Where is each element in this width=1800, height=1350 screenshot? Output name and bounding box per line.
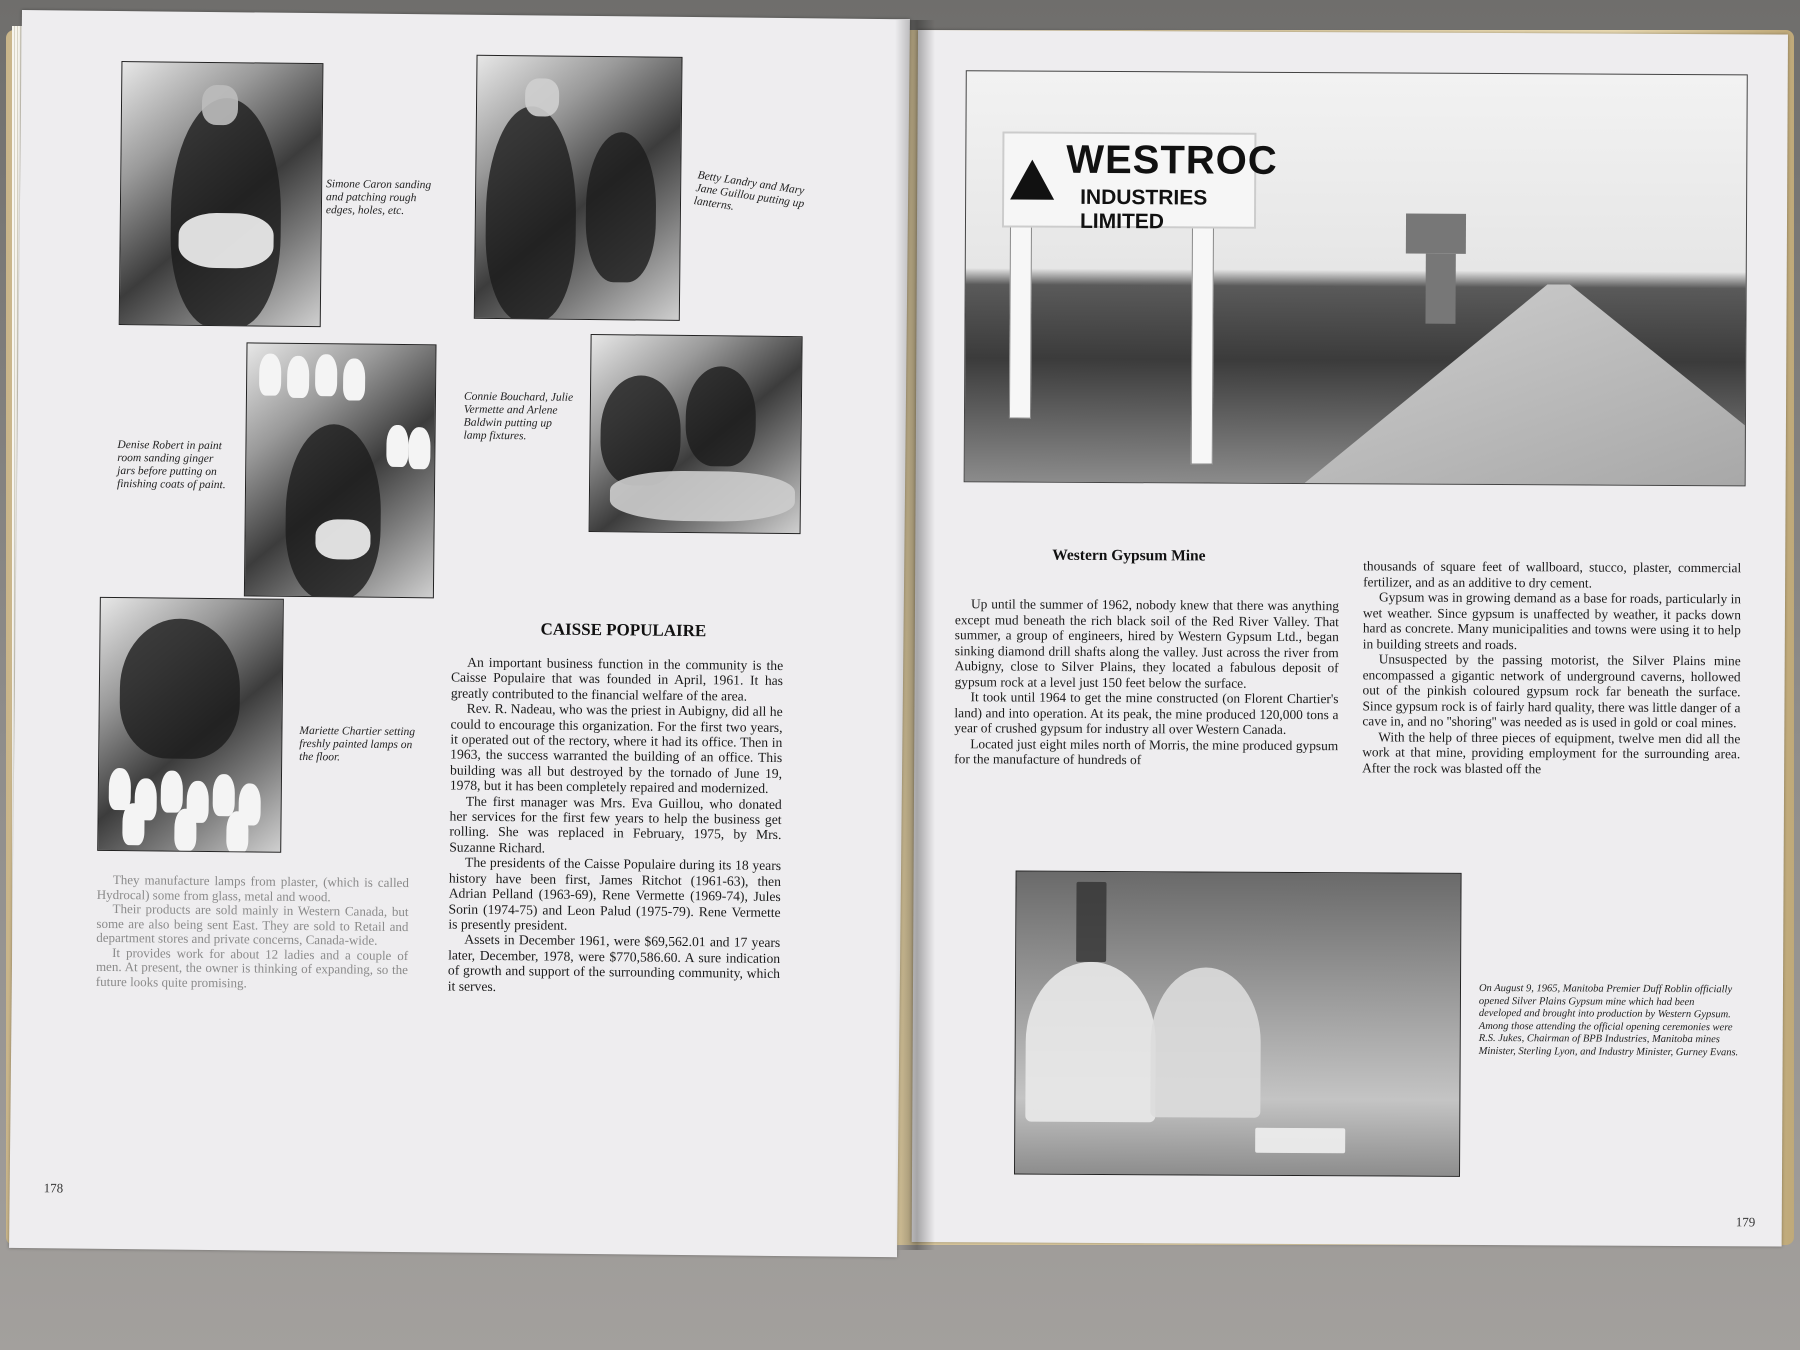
- caption-connie: Connie Bouchard, Julie Vermette and Arlene Baldwin putting up lamp fixtures.: [463, 390, 574, 443]
- lamps-paragraph: They manufacture lamps from plaster, (which is called Hydrocal) some from glass, metal and wood.: [96, 871, 409, 904]
- gypsum-paragraph: Unsuspected by the passing motorist, the Silver Plains mine encompassed a gigantic network of underground caverns, hollowed out of the pinkish coloured gypsum rock far beneath the surface. Since gypsum rock is of fairly hard quality, there was little danger of a cave in, and no ''shoring'' was needed as is used in gold or coal mines.: [1362, 651, 1741, 731]
- caption-betty: Betty Landry and Mary Jane Guillou putting up lanterns.: [692, 169, 806, 213]
- caption-simone: Simone Caron sanding and patching rough edges, holes, etc.: [325, 178, 432, 218]
- caisse-paragraph: Rev. R. Nadeau, who was the priest in Aubigny, did all he could to encourage this organization. For the first two years, it operated out of the rectory, where it had its office. Then in 1963, the success warranted the building of an office. This building was all but destroyed by the tornado of June 19, 1978, but it has been completely repaired and modernized.: [449, 700, 783, 797]
- caption-mariette: Mariette Chartier setting freshly painted lamps on the floor.: [299, 724, 416, 764]
- caisse-paragraph: The presidents of the Caisse Populaire during its 18 years history have been first, James Ritchot (1961-63), then Adrian Pelland (1963-69), Rene Vermette (1969-74), Jules Sorin (1974-75) and Leon Palud (1975-79). Rene Vermette is presently president.: [448, 854, 782, 933]
- gypsum-paragraph: Gypsum was in growing demand as a base for roads, particularly in wet weather. Since gypsum is unaffected by weather, it packs down hard as concrete. Many municipalities and towns were using it to help in building streets and roads.: [1362, 589, 1742, 652]
- page-number-right: 179: [1735, 1214, 1756, 1230]
- photo-betty-landry: [474, 55, 683, 321]
- caption-denise: Denise Robert in paint room sanding ginger jars before putting on finishing coats of paint.: [116, 439, 226, 492]
- sign-post: [1009, 221, 1032, 418]
- gypsum-column-1: [954, 596, 1339, 769]
- lamps-text: [96, 873, 409, 992]
- page-number-left: 178: [43, 1180, 64, 1196]
- lamps-paragraph: It provides work for about 12 ladies and a couple of men. At present, the owner is thinking of expanding, so the future looks quite promising.: [95, 944, 409, 990]
- book-gutter: [895, 20, 935, 1250]
- sign-line-2: INDUSTRIES LIMITED: [1079, 185, 1208, 234]
- gypsum-paragraph: Up until the summer of 1962, nobody knew that there was anything except mud beneath the rich black soil of the Red River Valley. That summer, a group of engineers, hired by Western Gypsum Ltd., began sinking diamond drill shafts along the valley. Just across the river from Aubigny, close to Silver Plains, they located a fabulous deposit of gypsum rock at a level just 150 feet below the surface.: [954, 596, 1340, 691]
- westroc-sign-board: [1002, 131, 1278, 234]
- gypsum-paragraph: thousands of square feet of wallboard, stucco, plaster, commercial fertilizer, and as an additive to dry cement.: [1363, 558, 1742, 591]
- right-page: [912, 30, 1788, 1247]
- photo-denise-robert: [244, 342, 437, 598]
- westroc-logo-icon: [1010, 159, 1054, 199]
- photo-mariette-chartier: [97, 597, 284, 853]
- gravel-road: [1305, 283, 1746, 485]
- caisse-text: [448, 655, 784, 997]
- silo-tower: [1406, 214, 1466, 254]
- lamps-paragraph: Their products are sold mainly in Western Canada, but some are also being sent East. They are sold to Retail and department stores and private concerns, Canada-wide.: [96, 900, 409, 948]
- photo-gypsum-silos: [1014, 871, 1462, 1177]
- gypsum-column-2: [1362, 558, 1741, 777]
- photo-westroc-sign: [964, 70, 1748, 486]
- sign-line-1: WESTROC: [1066, 137, 1278, 183]
- silo-tower-base: [1425, 254, 1455, 324]
- gypsum-paragraph: With the help of three pieces of equipment, twelve men did all the work at that mine, providing employment for the surrounding area. After the rock was blasted off the: [1362, 728, 1741, 776]
- caisse-paragraph: Assets in December 1961, were $69,562.01 and 17 years later, December, 1978, were $770,586.60. A sure indication of growth and support of the surrounding community, which it serves.: [447, 931, 781, 994]
- left-page: [9, 10, 910, 1257]
- gypsum-paragraph: Located just eight miles north of Morris, the mine produced gypsum for the manufacture of hundreds of: [954, 735, 1339, 768]
- western-gypsum-heading: Western Gypsum Mine: [1052, 546, 1206, 565]
- caption-silo: On August 9, 1965, Manitoba Premier Duff Roblin officially opened Silver Plains Gypsum mine which had been developed and brought into production by Western Gypsum. Among those attending the official opening ceremonies were R.S. Jukes, Chairman of BPB Industries, Manitoba mines Minister, Sterling Lyon, and Industry Minister, Gurney Evans.: [1478, 982, 1739, 1058]
- caisse-paragraph: The first manager was Mrs. Eva Guillou, who donated her services for the first few years to help the business get rolling. She was replaced in February, 1975, by Mrs. Suzanne Richard.: [449, 793, 782, 856]
- photo-connie-bouchard: [589, 334, 803, 534]
- caisse-paragraph: An important business function in the community is the Caisse Populaire that was founded in April, 1961. It has greatly contributed to the financial welfare of the area.: [450, 654, 784, 704]
- photo-simone-caron: [119, 61, 324, 327]
- gypsum-paragraph: It took until 1964 to get the mine constructed (on Florent Chartier's land) and into operation. At its peak, the mine produced 120,000 tons a year of crushed gypsum for industry all over Western Canada.: [954, 689, 1339, 737]
- caisse-populaire-heading: CAISSE POPULAIRE: [540, 619, 707, 641]
- sign-post: [1191, 222, 1214, 464]
